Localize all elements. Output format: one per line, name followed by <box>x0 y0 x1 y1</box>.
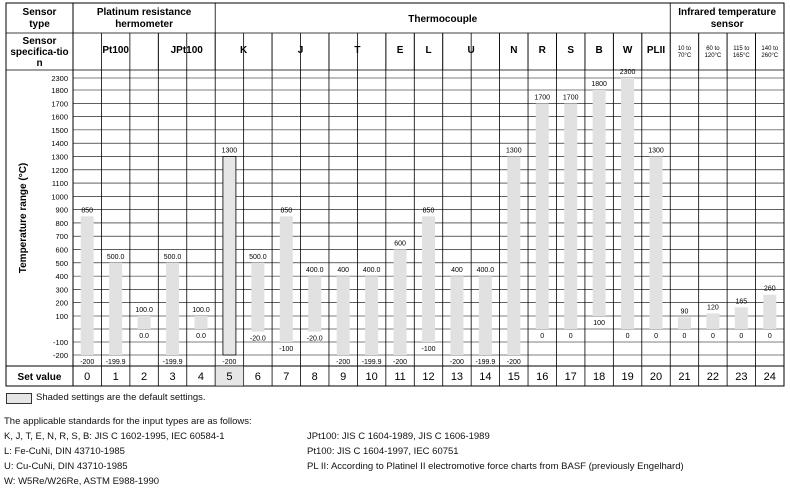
set-value: 2 <box>141 371 148 383</box>
bar-max-label: 400.0 <box>305 267 324 275</box>
y-tick-label: 2300 <box>51 74 68 83</box>
bar-min-label: 100 <box>593 320 605 327</box>
bar-max-label: 1700 <box>534 94 551 102</box>
bar-min-label: 0.0 <box>139 333 149 340</box>
range-bar <box>223 156 236 355</box>
set-value: 12 <box>422 371 435 383</box>
range-bar <box>650 156 663 329</box>
bar-max-label: 2300 <box>619 69 636 76</box>
header-group-label: Platinum resistance <box>96 7 192 18</box>
spec-label: PLII <box>646 45 666 56</box>
y-tick-label: 300 <box>55 285 68 295</box>
set-value: 18 <box>593 371 606 383</box>
spec-label: W <box>622 45 633 56</box>
range-bar <box>593 90 606 316</box>
header-group-label: sensor <box>710 19 744 30</box>
bar-max-label: 90 <box>680 308 689 316</box>
standards-left-2: U: Cu-CuNi, DIN 43710-1985 <box>4 461 128 472</box>
range-bar <box>365 276 378 355</box>
spec-label: B <box>595 45 603 56</box>
standards-intro: The applicable standards for the input types are as follows: <box>4 416 252 427</box>
bar-min-label: 0 <box>654 333 658 340</box>
range-bar <box>138 316 151 329</box>
bar-max-label: 165 <box>735 298 748 306</box>
bar-min-label: 0 <box>710 333 715 340</box>
range-bar <box>394 250 407 355</box>
spec-label: T <box>354 45 361 56</box>
set-value: 19 <box>621 371 634 383</box>
standards-left-0: K, J, T, E, N, R, S, B: JIS C 1602-1995, IEC 60584-1 <box>4 431 225 442</box>
spec-label: 165°C <box>732 53 750 59</box>
set-value: 5 <box>226 371 233 383</box>
bar-max-label: 400 <box>451 267 463 275</box>
y-tick-label: 400 <box>55 272 68 282</box>
range-bar <box>337 276 350 355</box>
bar-min-label: -200 <box>80 359 95 366</box>
bar-min-label: 0 <box>625 333 630 340</box>
bar-max-label: 100.0 <box>135 307 153 314</box>
y-tick-label: 1600 <box>51 112 68 122</box>
set-value: 22 <box>706 371 720 383</box>
bar-max-label: 400.0 <box>476 267 495 275</box>
spec-label: E <box>396 45 404 56</box>
bar-max-label: 120 <box>707 304 719 312</box>
standards-right-0: JPt100: JIS C 1604-1989, JIS C 1606-1989 <box>307 431 490 442</box>
y-tick-label: 100 <box>55 312 68 321</box>
header-group-label: Infrared temperature <box>678 7 777 18</box>
set-value-label: Set value <box>17 372 62 383</box>
bar-min-label: 0 <box>568 333 573 340</box>
range-bar <box>194 316 207 329</box>
range-bar <box>251 263 264 332</box>
spec-label: S <box>567 45 575 56</box>
spec-label: R <box>538 45 546 56</box>
y-tick-label: 1700 <box>51 99 68 109</box>
bar-min-label: -199.9 <box>361 358 382 366</box>
range-bar <box>280 216 293 342</box>
spec-label: K <box>240 45 248 56</box>
set-value: 11 <box>394 371 406 383</box>
range-bar <box>507 156 520 355</box>
spec-label: 120°C <box>704 53 722 59</box>
range-bar <box>564 103 577 329</box>
bar-min-label: -20.0 <box>306 335 323 343</box>
bar-max-label: 1300 <box>506 147 522 155</box>
standards-right-2: PL II: According to Platinel II electromotive force charts from BASF (previously Engelhard) <box>307 461 684 472</box>
spec-label: 140 to <box>761 46 779 52</box>
spec-label: JPt100 <box>170 45 203 56</box>
bar-min-label: -100 <box>421 346 436 353</box>
y-tick-label: 500 <box>55 258 68 268</box>
spec-label: 115 to <box>733 46 750 52</box>
set-value: 4 <box>197 371 205 383</box>
set-value: 7 <box>283 371 290 383</box>
range-bar <box>735 307 748 329</box>
set-value: 10 <box>365 371 378 383</box>
spec-label: J <box>297 45 304 56</box>
set-value: 21 <box>678 371 691 383</box>
bar-max-label: 500.0 <box>106 253 125 261</box>
range-bar <box>621 78 634 329</box>
bar-max-label: 850 <box>81 207 94 215</box>
row-label: Sensor <box>22 7 57 18</box>
set-value: 0 <box>84 371 91 383</box>
bar-max-label: 260 <box>763 285 776 293</box>
set-value: 3 <box>169 371 176 383</box>
range-bar <box>109 263 122 355</box>
bar-max-label: 600 <box>394 240 406 248</box>
bar-max-label: 1800 <box>591 81 607 88</box>
spec-label: 10 to <box>677 46 692 52</box>
y-tick-label: 900 <box>55 205 68 215</box>
spec-label: L <box>425 45 432 56</box>
header-group-label: Thermocouple <box>408 14 478 25</box>
y-tick-label: -100 <box>52 338 68 347</box>
set-value: 6 <box>254 371 261 383</box>
bar-min-label: 0.0 <box>196 333 206 340</box>
bar-min-label: -200 <box>336 359 351 366</box>
range-bar <box>706 313 719 329</box>
bar-max-label: 100.0 <box>192 307 210 314</box>
bar-max-label: 400 <box>337 267 350 275</box>
header-group-label: hermometer <box>115 19 174 30</box>
bar-min-label: -200 <box>393 359 408 366</box>
standards-left-3: W: W5Re/W26Re, ASTM E988-1990 <box>4 476 160 487</box>
bar-min-label: 0 <box>540 333 545 340</box>
set-value: 17 <box>564 371 577 383</box>
legend-text: Shaded settings are the default settings. <box>36 392 206 403</box>
bar-max-label: 1700 <box>562 94 579 102</box>
standards-right-1: Pt100: JIS C 1604-1997, IEC 60751 <box>307 446 459 457</box>
row-label: type <box>29 19 50 30</box>
y-tick-label: 600 <box>55 245 68 255</box>
bar-min-label: 0 <box>682 333 687 340</box>
set-value: 24 <box>763 371 776 383</box>
spec-label: 260°C <box>761 53 779 59</box>
y-tick-label: 700 <box>55 232 68 242</box>
legend-shaded-swatch <box>6 393 32 404</box>
y-tick-label: 1100 <box>51 179 68 189</box>
bar-min-label: 0 <box>739 333 744 340</box>
bar-min-label: -20.0 <box>249 335 266 343</box>
y-axis-label: Temperature range (°C) <box>18 162 29 274</box>
range-bar <box>166 263 179 355</box>
spec-label: N <box>510 45 518 56</box>
set-value: 23 <box>735 371 748 383</box>
set-value: 1 <box>112 371 119 383</box>
range-bar <box>450 276 463 355</box>
set-value: 16 <box>536 371 549 383</box>
bar-min-label: -200 <box>506 359 521 366</box>
bar-min-label: -200 <box>449 359 464 366</box>
y-tick-label: -200 <box>52 351 68 360</box>
spec-label: Pt100 <box>102 45 130 56</box>
row-label: specifica-tio <box>10 47 69 58</box>
y-tick-label: 1300 <box>51 152 68 162</box>
row-label: Sensor <box>22 36 57 47</box>
bar-max-label: 400.0 <box>362 267 381 275</box>
range-bar <box>678 317 691 329</box>
standards-left-1: L: Fe-CuNi, DIN 43710-1985 <box>4 446 125 457</box>
bar-min-label: -199.9 <box>105 358 126 366</box>
range-bar <box>81 216 94 355</box>
y-tick-label: 800 <box>55 218 68 228</box>
range-bar <box>763 295 776 329</box>
y-tick-label: 1400 <box>51 139 68 149</box>
bar-min-label: -199.9 <box>162 358 183 366</box>
bar-max-label: 1300 <box>648 147 664 155</box>
set-value: 8 <box>311 371 318 383</box>
range-bar <box>308 276 321 331</box>
spec-label: 60 to <box>706 46 720 52</box>
bar-min-label: -199.9 <box>475 358 496 366</box>
y-tick-label: 1500 <box>51 125 68 135</box>
bar-max-label: 500.0 <box>249 253 267 261</box>
set-value: 13 <box>450 371 464 383</box>
y-tick-label: 200 <box>55 298 68 308</box>
bar-max-label: 850 <box>280 207 293 215</box>
set-value: 20 <box>649 371 663 383</box>
range-bar <box>422 216 435 342</box>
bar-max-label: 500.0 <box>163 253 182 261</box>
bar-min-label: 0 <box>767 333 772 340</box>
y-tick-label: 1800 <box>51 86 68 95</box>
bar-max-label: 1300 <box>221 147 238 155</box>
bar-max-label: 850 <box>422 207 435 215</box>
range-bar <box>479 276 492 355</box>
y-tick-label: 1200 <box>51 165 68 175</box>
set-value: 9 <box>340 371 347 383</box>
spec-label: 70°C <box>677 53 692 59</box>
bar-min-label: -100 <box>279 346 294 353</box>
set-value: 15 <box>507 371 520 383</box>
y-tick-label: 1000 <box>51 192 68 202</box>
range-bar <box>536 103 549 329</box>
bar-min-label: -200 <box>222 359 237 366</box>
spec-label: U <box>467 45 475 56</box>
row-label: n <box>36 58 43 69</box>
set-value: 14 <box>479 371 492 383</box>
